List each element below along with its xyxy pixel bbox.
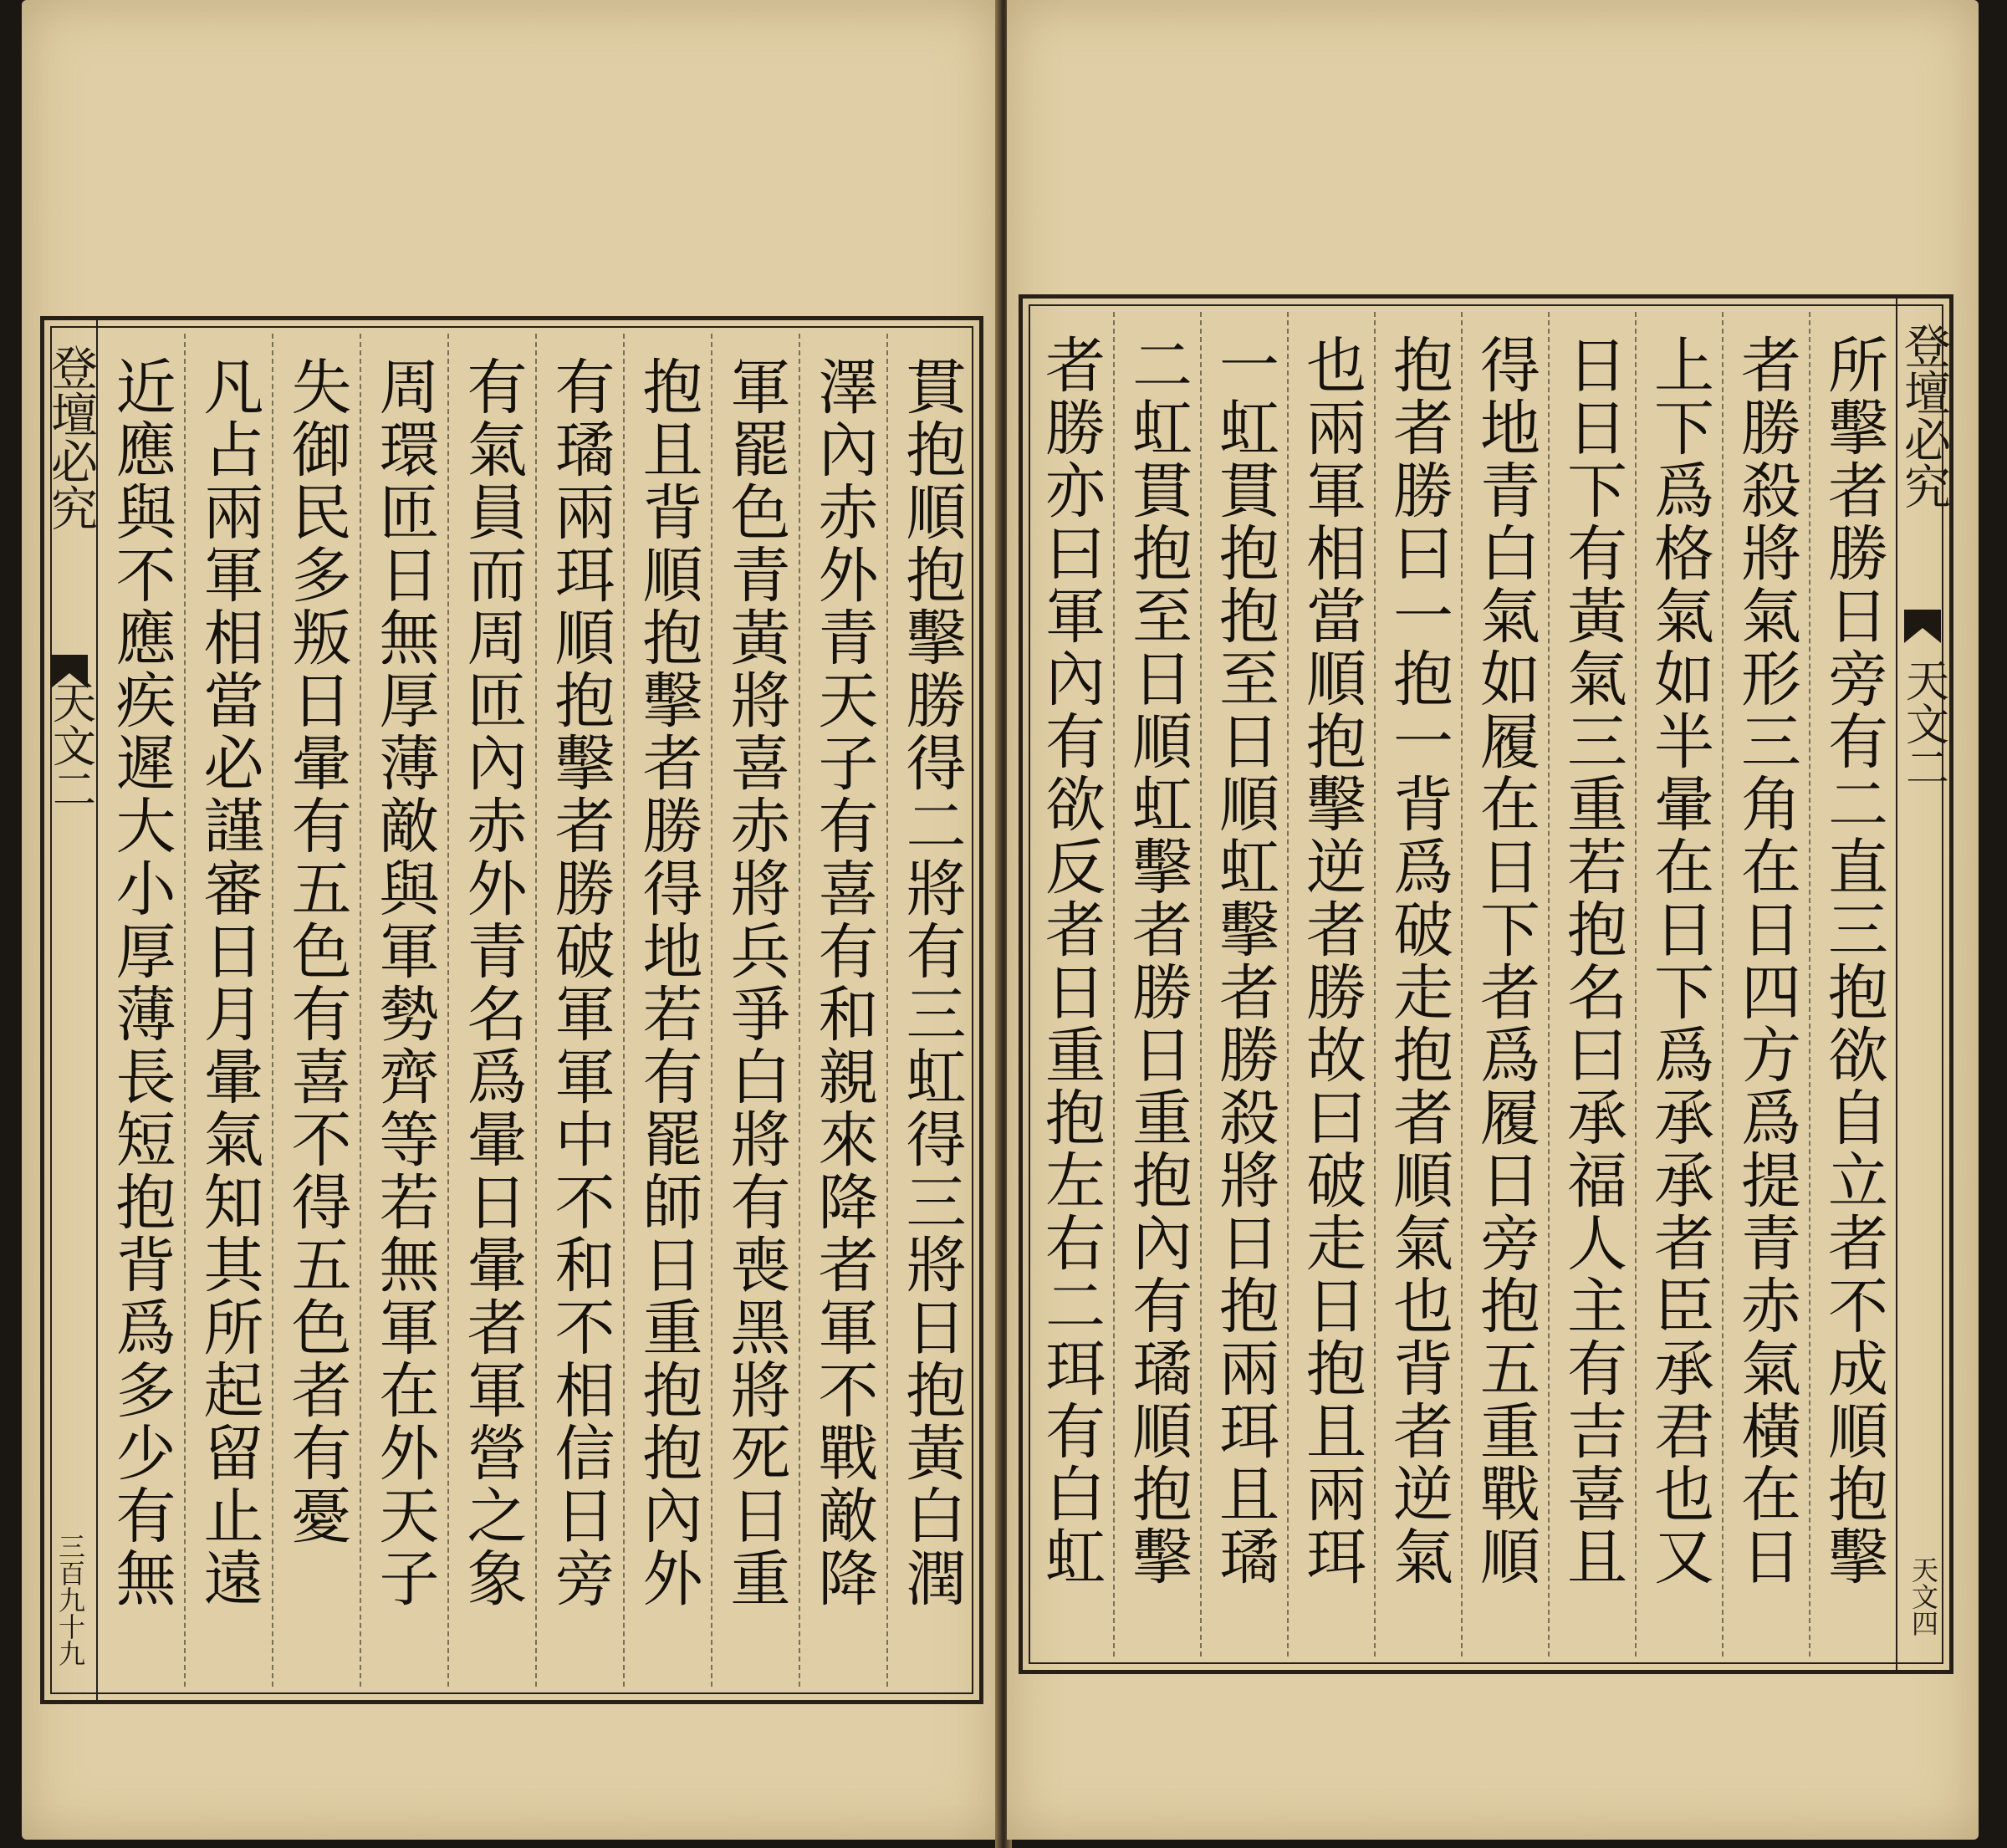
text-column: 失御民多叛日暈有五色有喜不得五色者有憂 [272,334,360,1687]
right-text-frame [1019,294,1953,1674]
text-column: 澤內赤外青天子有喜有和親來降者軍不戰敵降 [799,334,886,1687]
text-column: 有氣員而周匝內赤外青名爲暈日暈者軍營之象 [447,334,535,1687]
text-column: 軍罷色青黃將喜赤將兵爭白將有喪黑將死日重 [711,334,799,1687]
text-column: 上下爲格氣如半暈在日下爲承承者臣承君也又 [1635,312,1722,1657]
left-page [22,0,998,1840]
right-banxin-title: 登壇必究 [1897,322,1951,509]
text-column: 得地青白氣如履在日下者爲履日旁抱五重戰順 [1461,312,1548,1657]
text-column: 所擊者勝日旁有二直三抱欲自立者不成順抱擊 [1809,312,1896,1657]
text-column: 近應與不應疾遲大小厚薄長短抱背爲多少有無 [105,355,176,1610]
left-banxin-title: 登壇必究 [43,344,98,531]
text-column: 周環匝日無厚薄敵與軍勢齊等若無軍在外天子 [360,334,447,1687]
right-page [1007,0,1979,1840]
text-column: 二虹貫抱至日順虹擊者勝日重抱內有璚順抱擊 [1113,312,1200,1657]
left-banxin-section: 天文二 [44,680,95,810]
text-column: 者勝殺將氣形三角在日四方爲提青赤氣橫在日 [1722,312,1809,1657]
text-column: 也兩軍相當順抱擊逆者勝故曰破走日抱且兩珥 [1287,312,1374,1657]
right-text-columns [1028,312,1896,1657]
text-column: 有璚兩珥順抱擊者勝破軍軍中不和不相信日旁 [535,334,623,1687]
text-column: 凡占兩軍相當必謹審日月暈氣知其所起留止遠 [184,334,272,1687]
left-banxin [44,320,98,1700]
text-column: 日日下有黃氣三重若抱名曰承福人主有吉喜且 [1548,312,1635,1657]
right-banxin-page-number: 天文四 [1907,1556,1939,1636]
left-text-frame [40,316,983,1704]
right-banxin [1896,299,1949,1670]
text-column: 貫抱順抱擊勝得二將有三虹得三將日抱黃白潤 [886,334,974,1687]
left-banxin-page-number: 三百九十九 [54,1533,86,1667]
fishtail-mark [1904,610,1941,643]
text-column: 者勝亦曰軍內有欲反者日重抱左右二珥有白虹 [1035,334,1106,1588]
text-column: 抱者勝曰一抱一背爲破走抱者順氣也背者逆氣 [1374,312,1461,1657]
text-column: 一虹貫抱抱至日順虹擊者勝殺將日抱兩珥且璚 [1200,312,1287,1657]
right-banxin-section: 天文二 [1897,658,1948,789]
text-column: 抱且背順抱擊者勝得地若有罷師日重抱抱內外 [623,334,711,1687]
left-text-columns [98,334,974,1687]
